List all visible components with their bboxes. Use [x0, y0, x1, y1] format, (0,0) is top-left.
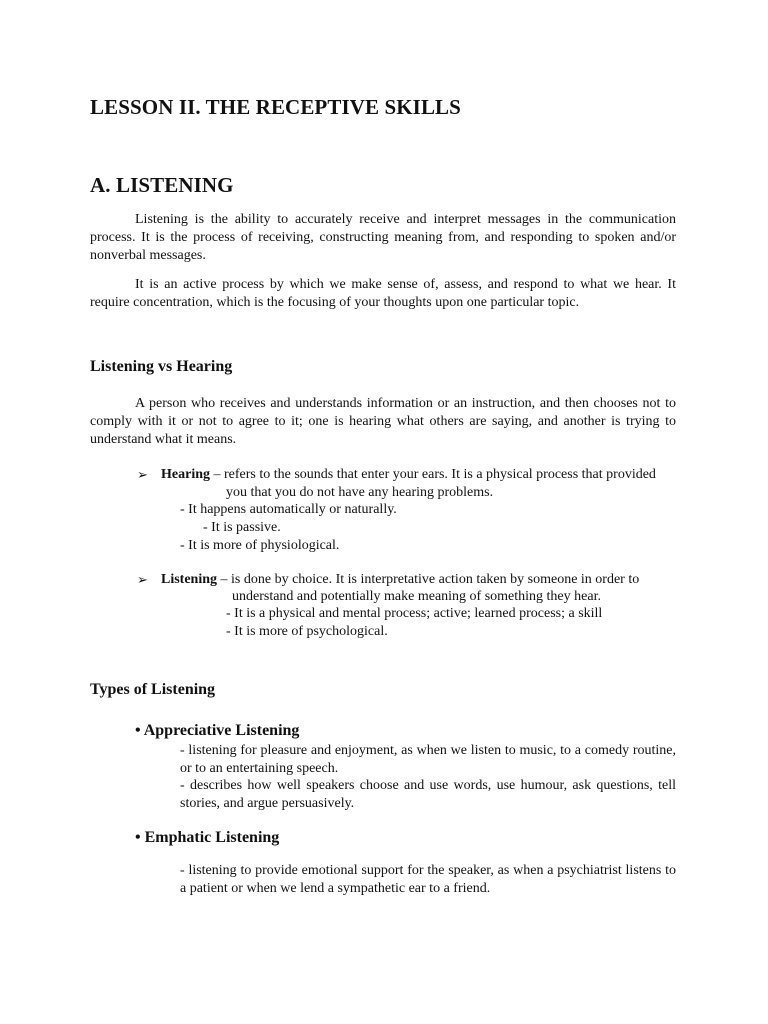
hearing-definition-line-1	[161, 466, 656, 484]
emphatic-listening-desc: - listening to provide emotional support for the speaker, as when a psychiatrist listens to a patient or when we lend a sympathetic ear to a friend.	[180, 863, 676, 896]
appreciative-listening-title: • Appreciative Listening	[135, 722, 300, 739]
hearing-point: - It happens automatically or naturally.	[180, 502, 397, 517]
arrow-bullet-icon: ➢	[137, 572, 148, 587]
listening-definition-line-1	[161, 571, 639, 589]
arrow-bullet-icon: ➢	[137, 467, 148, 482]
listening-term: Listening	[161, 572, 218, 587]
hearing-definition-line-2: you that you do not have any hearing problems.	[226, 485, 494, 500]
listening-definition-line-2: understand and potentially make meaning of something they hear.	[232, 589, 601, 604]
hearing-definition-text: – refers to the sounds that enter your ears. It is a physical process that provided	[213, 467, 656, 482]
listening-definition-text: – is done by choice. It is interpretative action taken by someone in order to	[220, 572, 640, 587]
hearing-term: Hearing	[161, 467, 210, 482]
listening-vs-hearing-intro: A person who receives and understands information or an instruction, and then chooses not to comply with it or not to agree to it; one is hearing what others are saying, and another is trying to understand what it means.	[90, 396, 676, 447]
hearing-point: - It is more of physiological.	[180, 538, 340, 553]
appreciative-listening-desc-2: - describes how well speakers choose and use words, use humour, ask questions, tell stories, and argue persuasively.	[180, 778, 676, 811]
listening-paragraph-2: It is an active process by which we make sense of, assess, and respond to what we hear. It require concentration, which is the focusing of your thoughts upon one particular topic.	[90, 277, 676, 310]
listening-point: - It is more of psychological.	[226, 624, 388, 639]
hearing-point: - It is passive.	[203, 520, 281, 535]
appreciative-listening-desc-1: - listening for pleasure and enjoyment, as when we listen to music, to a comedy routine, or to an entertaining speech.	[180, 743, 676, 776]
section-a-title: A. LISTENING	[90, 173, 234, 197]
listening-vs-hearing-heading: Listening vs Hearing	[90, 358, 233, 375]
listening-point: - It is a physical and mental process; active; learned process; a skill	[226, 606, 603, 621]
listening-paragraph-1: Listening is the ability to accurately receive and interpret messages in the communication process. It is the process of receiving, constructing meaning from, and responding to spoken and/or nonverbal messages.	[90, 212, 676, 263]
types-of-listening-heading: Types of Listening	[90, 681, 216, 698]
emphatic-listening-title: • Emphatic Listening	[135, 829, 280, 846]
lesson-title: LESSON II. THE RECEPTIVE SKILLS	[90, 95, 461, 119]
